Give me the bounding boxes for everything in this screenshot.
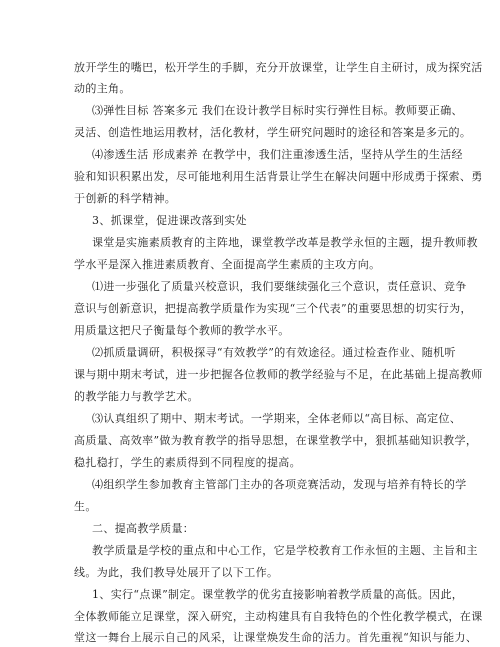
text-line: 线。为此，我们教导处展开了以下工作。 (74, 566, 279, 579)
text-line: 高质量、高效率”做为教育教学的指导思想，在课堂教学中，狠抓基础知识教学， (74, 434, 478, 447)
section-heading: 3、抓课堂，促进课改落到实处 (92, 214, 247, 227)
text-line: ⑷组织学生参加教育主管部门主办的各项竞赛活动，发现与培养有特长的学 (92, 478, 467, 491)
text-line: 教学质量是学校的重点和中心工作，它是学校教育工作永恒的主题、主旨和主 (92, 544, 478, 557)
text-line: 课堂是实施素质教育的主阵地，课堂教学改革是教学永恒的主题，提升教师教 (92, 236, 478, 249)
text-line: ⑶弹性目标 答案多元 我们在设计教学目标时实行弹性目标。教师要正确、 (92, 104, 463, 117)
text-line: 生。 (74, 500, 97, 513)
text-line: 学水平是深入推进素质教育、全面提高学生素质的主攻方向。 (74, 258, 381, 271)
text-line: ⑷渗透生活 形成素养 在教学中，我们注重渗透生活，坚持从学生的生活经 (92, 148, 463, 161)
text-line: ⑵抓质量调研，积极探寻“有效教学”的有效途径。通过检查作业、随机听 (92, 346, 456, 359)
text-line: 课与期中期末考试，进一步把握各位教师的教学经验与不足，在此基础上提高教师 (74, 368, 483, 381)
text-line: 的教学能力与教学艺术。 (74, 390, 199, 403)
text-line: 动的主角。 (74, 82, 131, 95)
text-line: ⑴进一步强化了质量兴校意识，我们要继续强化三个意识，责任意识、竞争 (92, 280, 467, 293)
text-line: 1、实行“点课”制定。课堂教学的优劣直接影响着教学质量的高低。因此， (92, 588, 464, 601)
text-line: 意识与创新意识，把提高教学质量作为实现“三个代表”的重要思想的切实行为， (74, 302, 472, 315)
text-line: 堂这一舞台上展示自己的风采，让课堂焕发生命的活力。首先重视“知识与能力、 (74, 631, 478, 644)
text-line: 于创新的科学精神。 (74, 192, 177, 205)
text-line: 灵活、创造性地运用教材，活化教材，学生研究问题时的途径和答案是多元的。 (74, 126, 472, 139)
text-line: 放开学生的嘴巴，松开学生的手脚，充分开放课堂，让学生自主研讨，成为探究活 (74, 61, 483, 74)
text-line: ⑶认真组织了期中、期末考试。一学期来，全体老师以“高目标、高定位、 (92, 412, 462, 425)
text-line: 用质量这把尺子衡量每个教师的教学水平。 (74, 324, 290, 337)
section-heading: 二、提高教学质量： (92, 522, 195, 535)
text-line: 稳扎稳打，学生的素质得到不同程度的提高。 (74, 456, 301, 469)
text-line: 全体教师能立足课堂，深入研究，主动构建具有自我特色的个性化教学模式，在课 (74, 610, 483, 623)
text-line: 验和知识积累出发，尽可能地利用生活背景让学生在解决问题中形成勇于探索、勇 (74, 170, 483, 183)
